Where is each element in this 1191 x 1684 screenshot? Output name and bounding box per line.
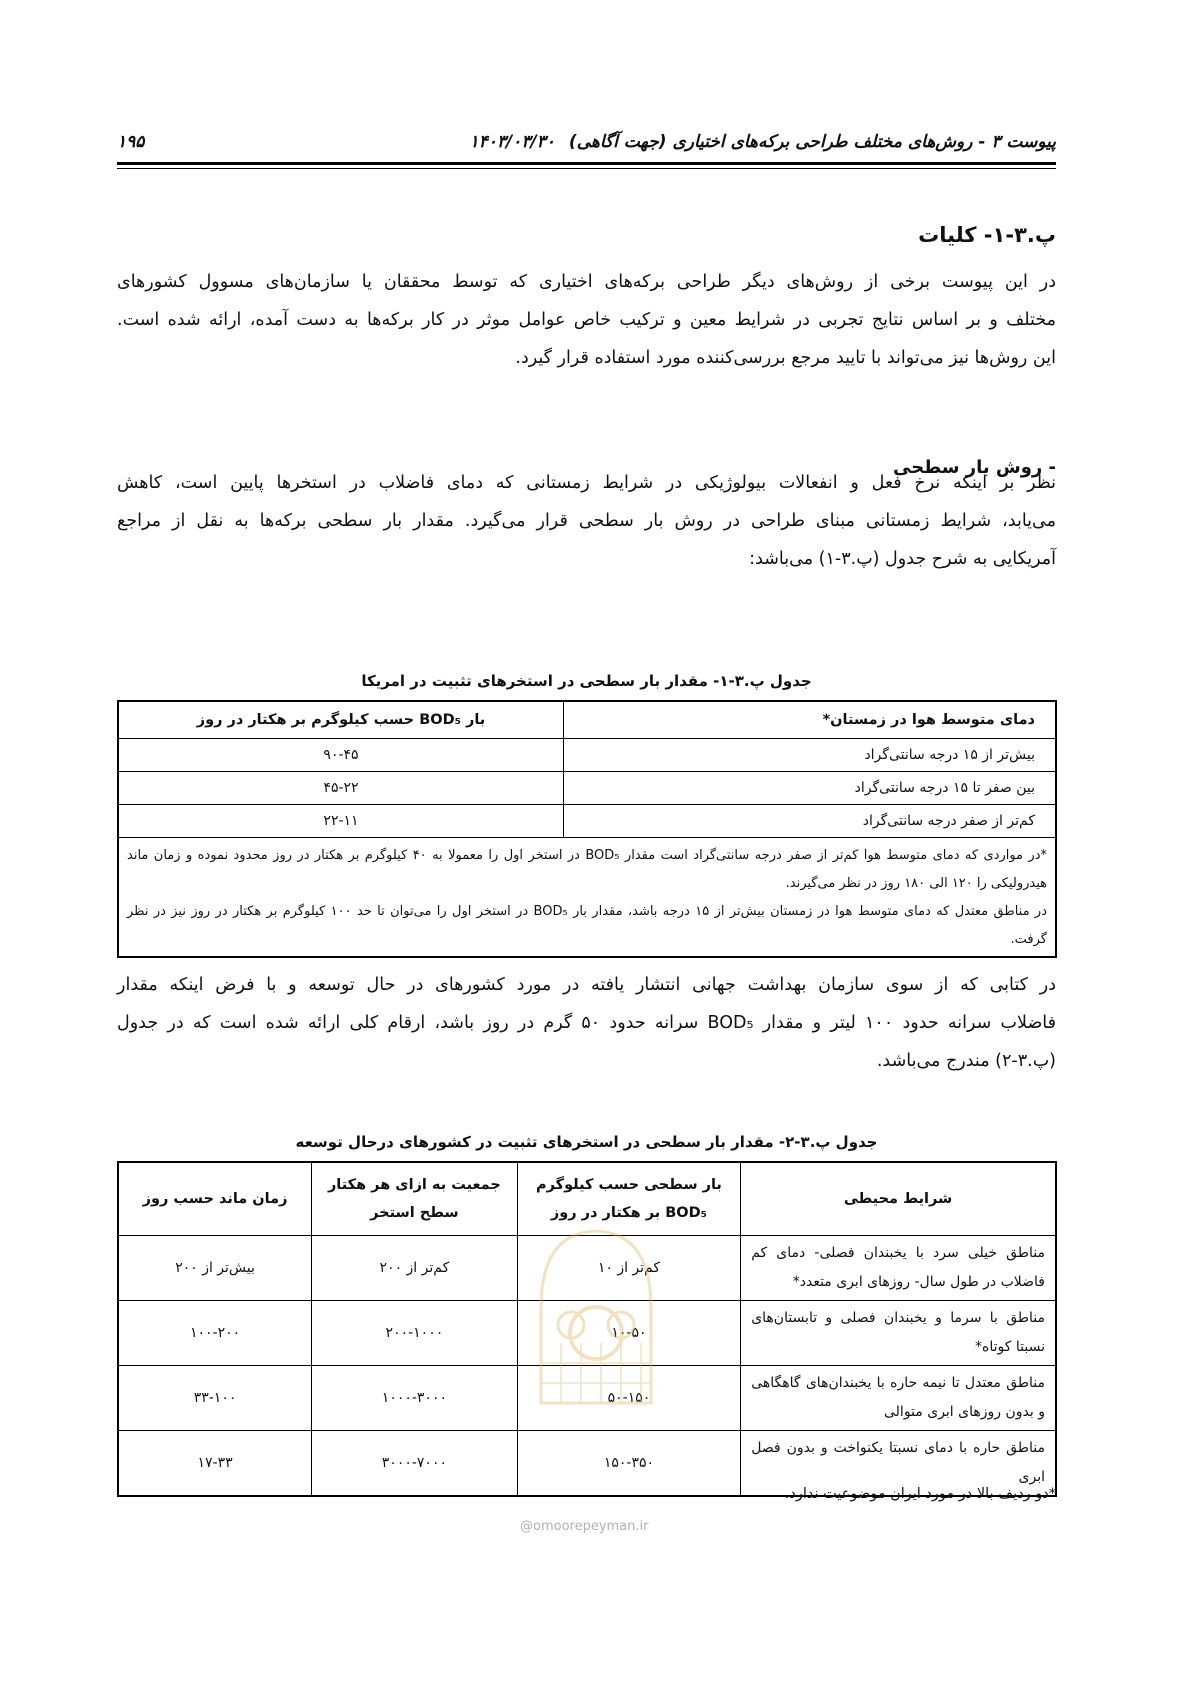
- table-cell: ۳۰۰۰-۷۰۰۰: [312, 1431, 518, 1497]
- table-cell: کم‌تر از ۱۰: [517, 1236, 741, 1301]
- paragraph-line: این روش‌ها نیز می‌تواند با تایید مرجع بررسی‌کننده مورد استفاده قرار گیرد.: [515, 348, 1056, 368]
- table-cell: ۴۵-۲۲: [118, 772, 564, 805]
- watermark-url: [520, 1519, 648, 1534]
- table-cell: بیش‌تر از ۱۵ درجه سانتی‌گراد: [564, 739, 1057, 772]
- table-note: در مناطق معتدل که دمای متوسط هوا در زمستان بیش‌تر از ۱۵ درجه باشد، مقدار بار BOD₅ در استخر اول را می‌توان تا حد ۱۰۰ کیلوگرم بر هکتار در روز نیز در نظر گرفت.: [127, 904, 1047, 947]
- subheading-surface-load: - روش بار سطحی: [893, 457, 1056, 478]
- table-header-cell: دمای متوسط هوا در زمستان*: [564, 701, 1057, 739]
- table-cell: ۱۰۰۰-۳۰۰۰: [312, 1366, 518, 1431]
- table-row: [118, 805, 1056, 838]
- paragraph-line: (پ.۳-۲) مندرج می‌باشد.: [876, 1051, 1056, 1071]
- header-rule: [117, 162, 1056, 165]
- table-row: [118, 1366, 1056, 1431]
- table2-caption: جدول پ.۳-۲- مقدار بار سطحی در استخرهای تثبیت در کشورهای درحال توسعه: [295, 1133, 878, 1151]
- table-cell: ۲۰۰-۱۰۰۰: [312, 1301, 518, 1366]
- table-header-row: [118, 1162, 1056, 1236]
- table1: [117, 700, 1057, 958]
- table-notes-row: [118, 838, 1056, 958]
- table-row: [118, 1301, 1056, 1366]
- table-row: [118, 1236, 1056, 1301]
- table-header-cell: جمعیت به ازای هر هکتار سطح استخر: [312, 1162, 518, 1236]
- table-cell: ۹۰-۴۵: [118, 739, 564, 772]
- table2: [117, 1161, 1057, 1497]
- table-cell: ۵۰-۱۵۰: [517, 1366, 741, 1431]
- table-cell: بین صفر تا ۱۵ درجه سانتی‌گراد: [564, 772, 1057, 805]
- table-cell: مناطق خیلی سرد با یخبندان فصلی- دمای کم فاضلاب در طول سال- روزهای ابری متعدد*: [741, 1236, 1056, 1301]
- at-icon: @: [520, 1519, 533, 1534]
- table-cell: کم‌تر از صفر درجه سانتی‌گراد: [564, 805, 1057, 838]
- paragraph-line: نظر بر اینکه نرخ فعل و انفعالات بیولوژیکی در شرایط زمستانی که دمای فاضلاب در استخرها پایین است، کاهش: [117, 473, 1056, 493]
- table-header-cell: بار BOD₅ حسب کیلوگرم بر هکتار در روز: [118, 701, 564, 739]
- paragraph-line: در این پیوست برخی از روش‌های دیگر طراحی برکه‌های اختیاری که توسط محققان یا سازمان‌های مسوول کشورهای: [117, 272, 1056, 292]
- paragraph-line: آمریکایی به شرح جدول (پ.۳-۱) می‌باشد:: [749, 549, 1056, 569]
- header-rule-thin: [117, 168, 1056, 169]
- header-title: [469, 132, 1056, 152]
- table-row: [118, 772, 1056, 805]
- table-header-cell: زمان ماند حسب روز: [118, 1162, 312, 1236]
- header-date: ۱۴۰۳/۰۳/۳۰: [469, 132, 555, 152]
- table-header-cell: بار سطحی حسب کیلوگرم BOD₅ بر هکتار در روز: [517, 1162, 741, 1236]
- page-number: ۱۹۵: [117, 132, 145, 152]
- table-cell: ۲۲-۱۱: [118, 805, 564, 838]
- table-header-row: [118, 701, 1056, 739]
- table-cell: ۳۳-۱۰۰: [118, 1366, 312, 1431]
- table-cell: مناطق معتدل تا نیمه حاره با یخبندان‌های گاهگاهی و بدون روزهای ابری متوالی: [741, 1366, 1056, 1431]
- table-cell: ۱۷-۳۳: [118, 1431, 312, 1497]
- watermark-url-text: omoorepeyman.ir: [533, 1519, 649, 1534]
- who-paragraph: [117, 966, 1056, 1080]
- table-cell: مناطق حاره با دمای نسبتا یکنواخت و بدون فصل ابری: [741, 1431, 1056, 1497]
- table-note: *در مواردی که دمای متوسط هوا کم‌تر از صفر درجه سانتی‌گراد است مقدار BOD₅ در استخر اول را معمولا به ۴۰ کیلوگرم بر هکتار در روز محدود نموده و زمان ماند هیدرولیکی را ۱۲۰ الی ۱۸۰ روز در نظر می‌گیرند.: [127, 848, 1048, 891]
- table-row: [118, 739, 1056, 772]
- paragraph-line: در کتابی که از سوی سازمان بهداشت جهانی انتشار یافته در مورد کشورهای در حال توسعه و با فرض اینکه مقدار: [117, 975, 1056, 995]
- table2-footnote: *دو ردیف بالا در مورد ایران موضوعیت ندارد.: [784, 1486, 1056, 1502]
- page-header: [117, 128, 1056, 162]
- table-cell: ۱۰۰-۲۰۰: [118, 1301, 312, 1366]
- table-header-cell: شرایط محیطی: [741, 1162, 1056, 1236]
- paragraph-line: می‌یابد، شرایط زمستانی مبنای طراحی در روش بار سطحی قرار می‌گیرد. مقدار بار سطحی برکه‌ها به نقل از مراجع: [117, 511, 1056, 531]
- table1-caption: جدول پ.۳-۱- مقدار بار سطحی در استخرهای تثبیت در امریکا: [361, 672, 812, 690]
- section-title: پ.۳-۱- کلیات: [918, 223, 1056, 247]
- table-cell: ۱۰-۵۰: [517, 1301, 741, 1366]
- table-cell: ۱۵۰-۳۵۰: [517, 1431, 741, 1497]
- header-title-text: پیوست ۳ - روش‌های مختلف طراحی برکه‌های اختیاری (جهت آگاهی): [568, 132, 1056, 152]
- table-cell: کم‌تر از ۲۰۰: [312, 1236, 518, 1301]
- paragraph-line: مختلف و بر اساس نتایج تجربی در شرایط معین و ترکیب خاص عوامل موثر در کار برکه‌ها به دست آمده، ارائه شده است.: [117, 310, 1056, 330]
- table-notes: [118, 838, 1056, 958]
- table-cell: مناطق با سرما و یخبندان فصلی و تابستان‌های نسبتا کوتاه*: [741, 1301, 1056, 1366]
- surface-load-paragraph: [117, 464, 1056, 578]
- paragraph-line: فاضلاب سرانه حدود ۱۰۰ لیتر و مقدار BOD₅ سرانه حدود ۵۰ گرم در روز باشد، ارقام کلی ارائه شده است که در جدول: [117, 1013, 1056, 1033]
- table-cell: بیش‌تر از ۲۰۰: [118, 1236, 312, 1301]
- intro-paragraph: [117, 263, 1056, 377]
